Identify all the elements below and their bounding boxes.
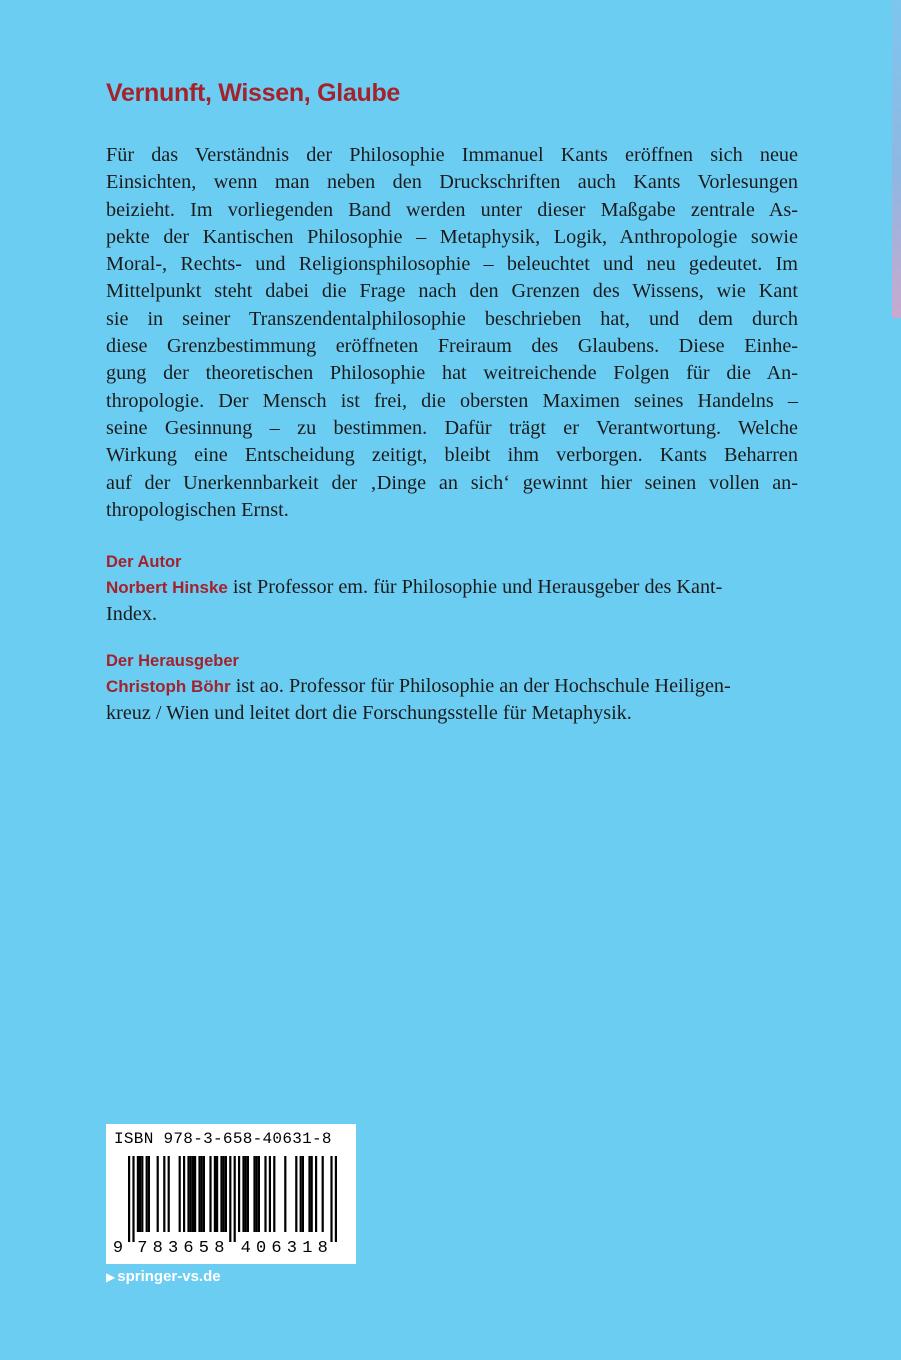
barcode-bar xyxy=(198,1156,200,1232)
barcode-bar xyxy=(128,1156,130,1242)
book-title: Vernunft, Wissen, Glaube xyxy=(106,79,401,107)
barcode-bar xyxy=(137,1156,139,1232)
blurb-line: thropologie. Der Mensch ist frei, die obersten Maximen seines Handelns – xyxy=(106,389,798,412)
barcode-bar xyxy=(322,1156,324,1232)
editor-bio-line-1 xyxy=(106,673,798,700)
author-bio-line-2: Index. xyxy=(106,603,158,626)
barcode-digit: 4 xyxy=(240,1239,251,1258)
barcode-digit: 1 xyxy=(302,1239,313,1258)
barcode-bar xyxy=(242,1156,244,1232)
barcode-bar xyxy=(238,1156,240,1232)
barcode-bar xyxy=(256,1156,258,1232)
editor-heading: Der Herausgeber xyxy=(106,651,239,670)
back-cover-content xyxy=(106,76,798,727)
blurb-line: beizieht. Im vorliegenden Band werden unter dieser Maßgabe zentrale As- xyxy=(106,198,798,221)
barcode-digit: 0 xyxy=(255,1239,267,1258)
blurb-line: thropologischen Ernst. xyxy=(106,498,289,521)
isbn-barcode xyxy=(106,1124,356,1264)
blurb-line: Für das Verständnis der Philosophie Immanuel Kants eröffnen sich neue xyxy=(106,144,798,166)
blurb-line: seine Gesinnung – zu bestimmen. Dafür trägt er Verantwortung. Welche xyxy=(106,416,798,439)
barcode-bar xyxy=(300,1156,302,1232)
barcode-bar xyxy=(141,1156,143,1232)
barcode-digit: 3 xyxy=(167,1239,179,1258)
blurb-line: Moral-, Rechts- und Religionsphilosophie – beleuchtet und neu gedeutet. Im xyxy=(106,253,798,276)
blurb-line: diese Grenzbestimmung eröffneten Freiraum des Glaubens. Diese Einhe- xyxy=(106,335,798,358)
barcode-digit: 5 xyxy=(198,1239,210,1258)
barcode-bar xyxy=(209,1156,211,1232)
website-text: springer-vs.de xyxy=(117,1268,221,1285)
publisher-website[interactable] xyxy=(106,1268,221,1285)
barcode-digit: 7 xyxy=(137,1239,148,1258)
blurb-line: auf der Unerkennbarkeit der ‚Dinge an sich‘ gewinnt hier seinen vollen an- xyxy=(106,471,798,494)
barcode-bar xyxy=(302,1156,304,1232)
barcode-bar xyxy=(214,1156,216,1232)
barcode-bar xyxy=(234,1156,236,1242)
author-bio-text: ist Professor em. für Philosophie und Herausgeber des Kant- xyxy=(227,576,723,599)
blurb-line: Einsichten, wenn man neben den Druckschriften auch Kants Vorlesungen xyxy=(106,171,798,194)
barcode-bar xyxy=(220,1156,222,1232)
barcode-graphic xyxy=(106,1152,356,1262)
author-heading: Der Autor xyxy=(106,553,182,572)
barcode-bar xyxy=(190,1156,192,1232)
barcode-bar xyxy=(315,1156,317,1232)
barcode-bar xyxy=(148,1156,150,1232)
blurb-line: sie in seiner Transzendentalphilosophie beschrieben hat, und dem durch xyxy=(106,307,798,330)
barcode-bar xyxy=(157,1156,159,1232)
barcode-digit: 6 xyxy=(271,1239,282,1258)
barcode-bar xyxy=(132,1156,134,1242)
editor-bio xyxy=(106,673,798,728)
barcode-bar xyxy=(223,1156,225,1232)
barcode-bar xyxy=(295,1156,297,1232)
barcode-bar xyxy=(216,1156,218,1232)
editor-name: Christoph Böhr xyxy=(106,676,231,696)
barcode-bar xyxy=(247,1156,249,1232)
barcode-digit: 6 xyxy=(183,1239,194,1258)
barcode-bar xyxy=(253,1156,255,1232)
barcode-bar xyxy=(229,1156,231,1242)
barcode-bar xyxy=(163,1156,165,1232)
barcode-bar xyxy=(225,1156,227,1232)
barcode-bar xyxy=(273,1156,275,1232)
blurb-line: Wirkung eine Entscheidung zeitigt, bleibt ihm verborgen. Kants Beharren xyxy=(106,444,798,467)
barcode-bar xyxy=(183,1156,185,1232)
barcode-bar xyxy=(192,1156,194,1232)
barcode-bar xyxy=(194,1156,196,1232)
play-arrow-icon: ▶ xyxy=(106,1269,116,1284)
barcode-digit: 9 xyxy=(112,1239,124,1258)
barcode-bar xyxy=(330,1156,332,1242)
barcode-bar xyxy=(139,1156,141,1232)
author-bio xyxy=(106,574,798,629)
barcode-bar xyxy=(179,1156,181,1232)
blurb-line: pekte der Kantischen Philosophie – Metaphysik, Logik, Anthropologie sowie xyxy=(106,225,798,248)
author-name: Norbert Hinske xyxy=(106,578,228,598)
barcode-digit: 3 xyxy=(286,1239,298,1258)
editor-bio-text: ist ao. Professor für Philosophie an der Hochschule Heiligen- xyxy=(230,674,731,697)
barcode-bar xyxy=(203,1156,205,1232)
barcode-bar xyxy=(308,1156,310,1232)
barcode-bar xyxy=(168,1156,170,1232)
barcode-bar xyxy=(146,1156,148,1232)
editor-bio-line-2: kreuz / Wien und leitet dort die Forschungsstelle für Metaphysik. xyxy=(106,702,632,725)
barcode-bar xyxy=(335,1156,337,1242)
cover-edge-strip xyxy=(892,0,901,318)
isbn-label: ISBN 978-3-658-40631-8 xyxy=(114,1130,332,1148)
blurb-line: gung der theoretischen Philosophie hat weitreichende Folgen für die An- xyxy=(106,362,798,385)
barcode-digit: 8 xyxy=(214,1239,225,1258)
barcode-bar xyxy=(264,1156,266,1232)
barcode-bar xyxy=(258,1156,260,1232)
barcode-bar xyxy=(269,1156,271,1232)
barcode-bar xyxy=(201,1156,203,1232)
barcode-bar xyxy=(284,1156,286,1232)
editor-section xyxy=(106,649,798,728)
barcode-digit: 8 xyxy=(152,1239,163,1258)
author-section xyxy=(106,550,798,629)
barcode-bar xyxy=(311,1156,313,1232)
barcode-digit: 8 xyxy=(317,1239,328,1258)
barcode-bar xyxy=(187,1156,189,1232)
blurb-line: Mittelpunkt steht dabei die Frage nach den Grenzen des Wissens, wie Kant xyxy=(106,280,798,303)
author-bio-line-1 xyxy=(106,574,798,601)
blurb-text xyxy=(106,142,798,524)
barcode-bar xyxy=(245,1156,247,1232)
